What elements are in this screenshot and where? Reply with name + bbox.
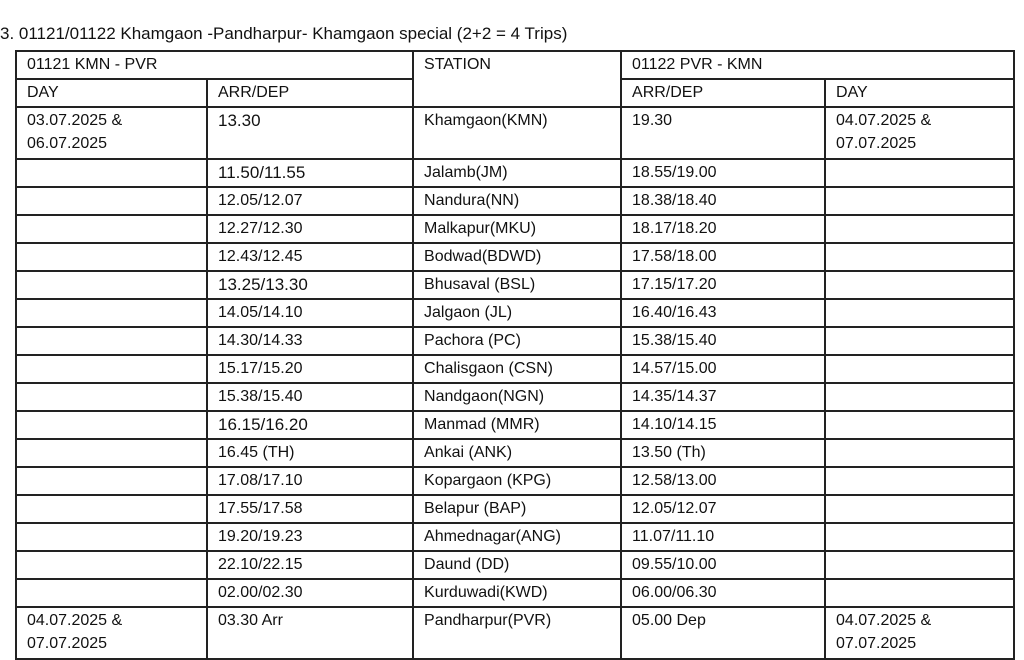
table-row — [16, 355, 1014, 383]
cell-up-time: 14.05/14.10 — [207, 299, 413, 327]
cell-down-day — [825, 439, 1014, 467]
cell-up-time: 12.27/12.30 — [207, 215, 413, 243]
cell-station: Manmad (MMR) — [413, 411, 621, 439]
cell-up-day — [16, 215, 207, 243]
cell-up-time: 15.38/15.40 — [207, 383, 413, 411]
table-row — [16, 439, 1014, 467]
table-row — [16, 495, 1014, 523]
cell-up-day — [16, 271, 207, 299]
cell-station: Pachora (PC) — [413, 327, 621, 355]
cell-down-day — [825, 579, 1014, 607]
cell-station: Chalisgaon (CSN) — [413, 355, 621, 383]
cell-station: Jalgaon (JL) — [413, 299, 621, 327]
cell-up-time: 12.43/12.45 — [207, 243, 413, 271]
cell-down-time: 14.57/15.00 — [621, 355, 825, 383]
cell-down-time: 12.05/12.07 — [621, 495, 825, 523]
cell-down-time: 09.55/10.00 — [621, 551, 825, 579]
cell-up-time: 15.17/15.20 — [207, 355, 413, 383]
cell-up-day — [16, 327, 207, 355]
cell-down-time: 14.35/14.37 — [621, 383, 825, 411]
header-row-1 — [16, 51, 1014, 79]
cell-station: Belapur (BAP) — [413, 495, 621, 523]
cell-up-day — [16, 355, 207, 383]
cell-up-day — [16, 187, 207, 215]
cell-up-day — [16, 159, 207, 187]
table-row — [16, 159, 1014, 187]
cell-up-day — [16, 383, 207, 411]
cell-down-day — [825, 243, 1014, 271]
cell-station: Pandharpur(PVR) — [413, 607, 621, 659]
table-row — [16, 243, 1014, 271]
cell-down-day — [825, 355, 1014, 383]
header-station: STATION — [413, 51, 621, 107]
cell-up-time: 19.20/19.23 — [207, 523, 413, 551]
cell-up-time: 22.10/22.15 — [207, 551, 413, 579]
document-title: 3. 01121/01122 Khamgaon -Pandharpur- Khamgaon special (2+2 = 4 Trips) — [0, 24, 568, 43]
table-row — [16, 383, 1014, 411]
cell-down-day — [825, 299, 1014, 327]
cell-down-time: 12.58/13.00 — [621, 467, 825, 495]
cell-up-time: 17.55/17.58 — [207, 495, 413, 523]
cell-down-day — [825, 495, 1014, 523]
cell-up-time: 13.30 — [207, 107, 413, 159]
cell-station: Ahmednagar(ANG) — [413, 523, 621, 551]
cell-station: Nandura(NN) — [413, 187, 621, 215]
cell-down-time: 19.30 — [621, 107, 825, 159]
header-arr-dep-down: ARR/DEP — [621, 79, 825, 107]
cell-up-time: 02.00/02.30 — [207, 579, 413, 607]
cell-down-day — [825, 383, 1014, 411]
cell-up-time: 17.08/17.10 — [207, 467, 413, 495]
cell-down-time: 05.00 Dep — [621, 607, 825, 659]
cell-down-time: 18.38/18.40 — [621, 187, 825, 215]
header-day-down: DAY — [825, 79, 1014, 107]
cell-station: Kurduwadi(KWD) — [413, 579, 621, 607]
cell-down-day — [825, 467, 1014, 495]
table-row — [16, 107, 1014, 159]
cell-station: Bodwad(BDWD) — [413, 243, 621, 271]
cell-down-day — [825, 215, 1014, 243]
cell-down-day — [825, 159, 1014, 187]
cell-up-day — [16, 551, 207, 579]
table-row — [16, 271, 1014, 299]
cell-down-time: 18.17/18.20 — [621, 215, 825, 243]
cell-down-day — [825, 271, 1014, 299]
cell-station: Khamgaon(KMN) — [413, 107, 621, 159]
table-row — [16, 411, 1014, 439]
header-arr-dep: ARR/DEP — [207, 79, 413, 107]
table-row — [16, 327, 1014, 355]
cell-down-day: 04.07.2025 & 07.07.2025 — [825, 607, 1014, 659]
cell-down-time: 13.50 (Th) — [621, 439, 825, 467]
cell-down-day — [825, 411, 1014, 439]
cell-station: Ankai (ANK) — [413, 439, 621, 467]
cell-up-time: 14.30/14.33 — [207, 327, 413, 355]
cell-down-time: 17.15/17.20 — [621, 271, 825, 299]
header-day: DAY — [16, 79, 207, 107]
table-row — [16, 579, 1014, 607]
cell-up-day — [16, 299, 207, 327]
cell-down-day — [825, 551, 1014, 579]
cell-down-time: 06.00/06.30 — [621, 579, 825, 607]
table-row — [16, 467, 1014, 495]
table-row — [16, 187, 1014, 215]
cell-up-day — [16, 523, 207, 551]
cell-up-day — [16, 495, 207, 523]
table-row — [16, 215, 1014, 243]
cell-station: Malkapur(MKU) — [413, 215, 621, 243]
cell-down-day: 04.07.2025 & 07.07.2025 — [825, 107, 1014, 159]
cell-down-day — [825, 523, 1014, 551]
cell-up-day — [16, 439, 207, 467]
timetable — [15, 50, 1015, 660]
cell-station: Jalamb(JM) — [413, 159, 621, 187]
cell-up-time: 16.45 (TH) — [207, 439, 413, 467]
cell-station: Bhusaval (BSL) — [413, 271, 621, 299]
cell-up-day — [16, 579, 207, 607]
cell-down-day — [825, 327, 1014, 355]
cell-up-day — [16, 411, 207, 439]
table-row — [16, 551, 1014, 579]
cell-up-day — [16, 243, 207, 271]
cell-down-time: 14.10/14.15 — [621, 411, 825, 439]
table-row — [16, 523, 1014, 551]
cell-up-time: 16.15/16.20 — [207, 411, 413, 439]
cell-down-time: 16.40/16.43 — [621, 299, 825, 327]
cell-up-time: 13.25/13.30 — [207, 271, 413, 299]
cell-down-time: 18.55/19.00 — [621, 159, 825, 187]
cell-up-day — [16, 467, 207, 495]
cell-station: Daund (DD) — [413, 551, 621, 579]
cell-up-time: 12.05/12.07 — [207, 187, 413, 215]
cell-down-time: 17.58/18.00 — [621, 243, 825, 271]
header-up-train: 01121 KMN - PVR — [16, 51, 413, 79]
cell-up-time: 11.50/11.55 — [207, 159, 413, 187]
cell-up-day: 03.07.2025 & 06.07.2025 — [16, 107, 207, 159]
table-row — [16, 607, 1014, 659]
cell-down-time: 15.38/15.40 — [621, 327, 825, 355]
cell-station: Kopargaon (KPG) — [413, 467, 621, 495]
cell-station: Nandgaon(NGN) — [413, 383, 621, 411]
cell-up-day: 04.07.2025 & 07.07.2025 — [16, 607, 207, 659]
table-row — [16, 299, 1014, 327]
header-down-train: 01122 PVR - KMN — [621, 51, 1014, 79]
cell-down-time: 11.07/11.10 — [621, 523, 825, 551]
cell-down-day — [825, 187, 1014, 215]
cell-up-time: 03.30 Arr — [207, 607, 413, 659]
